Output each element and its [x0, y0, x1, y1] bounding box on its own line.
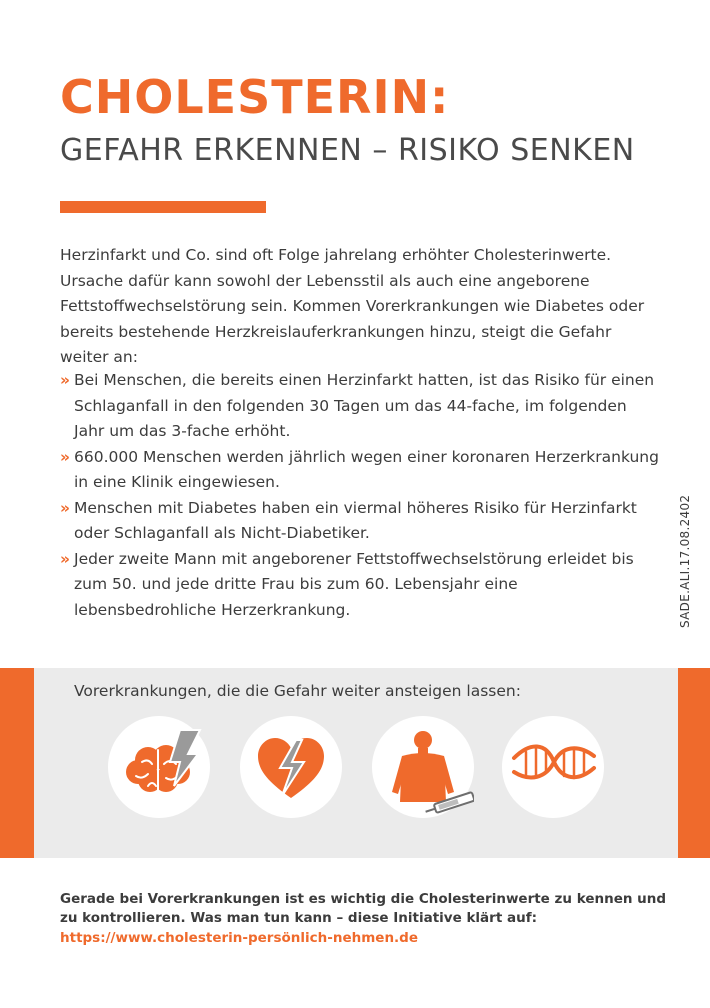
bullet-marker: » [60, 447, 71, 466]
list-item-text: Jeder zweite Mann mit angeborener Fettstoffwechselstörung erleidet bis zum 50. und jede dritte Frau bis zum 60. Lebensjahr eine lebensbedrohliche Herzerkrankung. [74, 549, 634, 619]
page-title: CHOLESTERIN: [60, 70, 450, 124]
bullet-marker: » [60, 549, 71, 568]
accent-divider [60, 201, 266, 213]
list-item [60, 368, 660, 445]
list-item-text: Bei Menschen, die bereits einen Herzinfarkt hatten, ist das Risiko für einen Schlaganfall in den folgenden 30 Tagen um das 44-fache, im folgenden Jahr um das 3-fache erhöht. [74, 371, 655, 440]
page-subtitle: GEFAHR ERKENNEN – RISIKO SENKEN [60, 133, 635, 168]
bullet-marker: » [60, 498, 71, 517]
band-edge-left [0, 668, 34, 858]
diabetes-injection-icon [372, 716, 474, 818]
dna-icon [502, 716, 604, 818]
risk-facts-list [60, 368, 660, 623]
initiative-link[interactable]: https://www.cholesterin-persönlich-nehmen.de [60, 930, 419, 946]
list-item [60, 496, 660, 547]
bullet-marker: » [60, 371, 71, 389]
list-item-text: 660.000 Menschen werden jährlich wegen einer koronaren Herzerkrankung in eine Klinik eingewiesen. [74, 447, 659, 491]
brain-stroke-icon [108, 716, 210, 818]
intro-paragraph: Herzinfarkt und Co. sind oft Folge jahrelang erhöhter Cholesterinwerte. Ursache dafür kann sowohl der Lebensstil als auch eine angeborene Fettstoffwechselstörung sein. Kommen Vorerkrankungen wie Diabetes oder bereits bestehende Herzkreislauferkrankungen hinzu, steigt die Gefahr weiter an: [60, 246, 645, 366]
risk-band-title: Vorerkrankungen, die die Gefahr weiter ansteigen lassen: [74, 682, 521, 700]
broken-heart-icon [240, 716, 342, 818]
list-item-text: Menschen mit Diabetes haben ein viermal höheres Risiko für Herzinfarkt oder Schlaganfall als Nicht-Diabetiker. [74, 498, 637, 542]
list-item [60, 547, 660, 624]
document-code: SADE.ALI.17.08.2402 [678, 494, 692, 628]
footer-text: Gerade bei Vorerkrankungen ist es wichtig die Cholesterinwerte zu kennen und zu kontrollieren. Was man tun kann – diese Initiative klärt auf: [60, 891, 667, 926]
band-edge-right [678, 668, 710, 858]
list-item [60, 445, 660, 496]
